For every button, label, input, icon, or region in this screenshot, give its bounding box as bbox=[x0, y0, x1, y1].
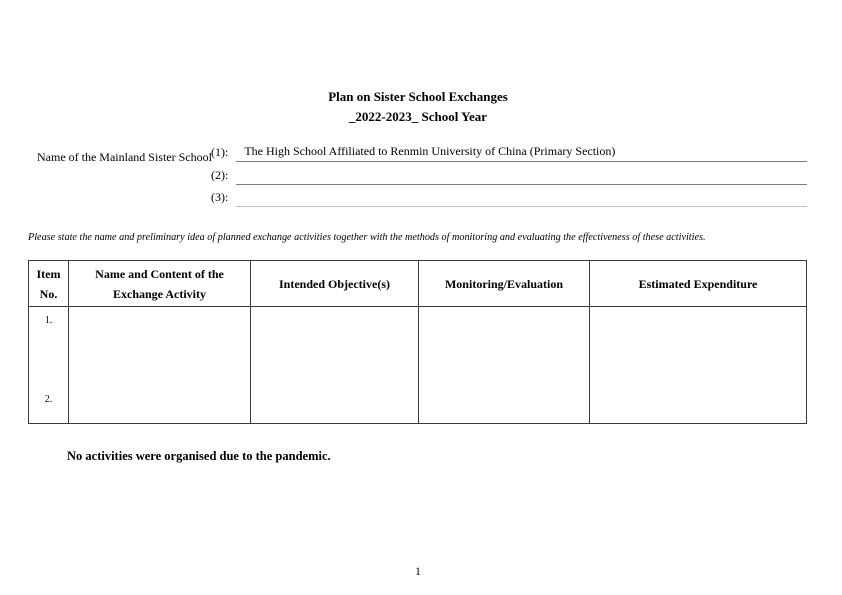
cell-intended-objectives[interactable] bbox=[251, 307, 419, 424]
cell-estimated-expenditure[interactable] bbox=[590, 307, 807, 424]
header-item-no: Item No. bbox=[29, 261, 69, 307]
document-title-block bbox=[0, 87, 836, 127]
school-name-fields bbox=[211, 140, 807, 207]
table-body-row bbox=[29, 307, 807, 424]
cell-name-content[interactable] bbox=[69, 307, 251, 424]
school-name-field-1 bbox=[211, 140, 807, 162]
instruction-note: Please state the name and preliminary idea of planned exchange activities together with the methods of monitoring and evaluating the effectiveness of these activities. bbox=[28, 232, 706, 243]
cell-item-numbers bbox=[29, 307, 69, 424]
school-name-input-3[interactable] bbox=[236, 204, 807, 207]
school-name-input-2[interactable] bbox=[236, 182, 807, 185]
exchange-plan-table bbox=[28, 260, 807, 424]
item-number-1: 1. bbox=[44, 315, 53, 326]
field-prefix-2: (2): bbox=[211, 167, 229, 182]
field-prefix-3: (3): bbox=[211, 190, 229, 205]
school-name-field-3 bbox=[211, 185, 807, 207]
school-name-input-1[interactable]: The High School Affiliated to Renmin University of China (Primary Section) bbox=[236, 144, 807, 162]
page-number: 1 bbox=[415, 566, 421, 578]
header-monitoring-evaluation: Monitoring/Evaluation bbox=[419, 261, 590, 307]
header-name-content: Name and Content of the Exchange Activity bbox=[69, 261, 251, 307]
field-prefix-1: (1): bbox=[211, 145, 229, 160]
header-estimated-expenditure: Estimated Expenditure bbox=[590, 261, 807, 307]
school-name-field-2 bbox=[211, 162, 807, 184]
item-number-2: 2. bbox=[44, 394, 53, 405]
school-name-label: Name of the Mainland Sister School bbox=[37, 150, 212, 164]
document-title: Plan on Sister School Exchanges bbox=[328, 89, 508, 104]
header-intended-objectives: Intended Objective(s) bbox=[251, 261, 419, 307]
table-header-row bbox=[29, 261, 807, 307]
cell-monitoring-evaluation[interactable] bbox=[419, 307, 590, 424]
no-activities-note: No activities were organised due to the pandemic. bbox=[67, 449, 331, 463]
school-year-subtitle: _2022-2023_ School Year bbox=[348, 109, 488, 124]
